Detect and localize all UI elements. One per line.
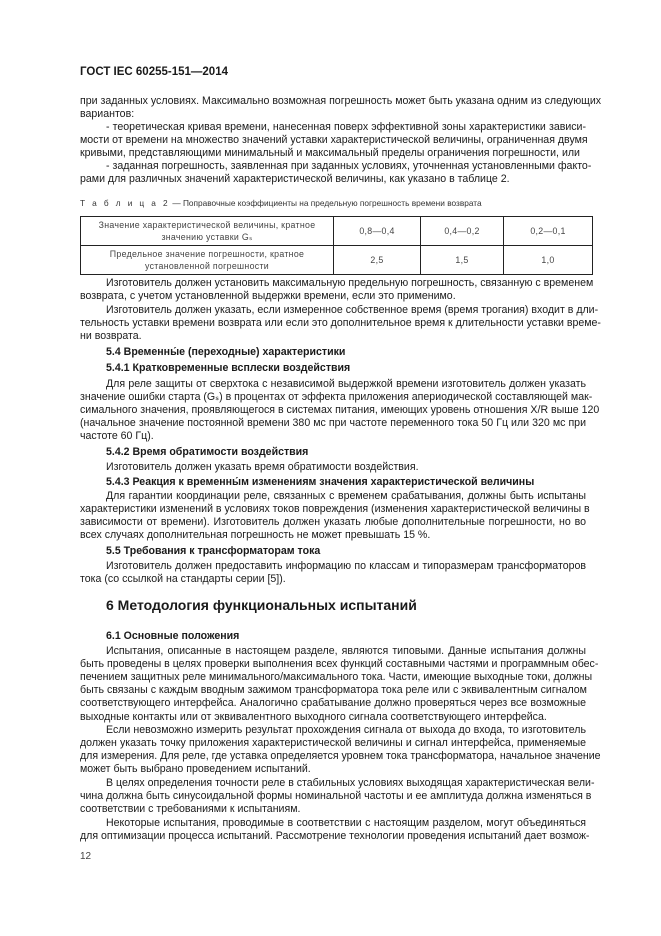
table-cell: 0,8—0,4 (334, 217, 421, 246)
paragraph-line: Изготовитель должен указать время обратимости воздействия. (106, 461, 419, 473)
subsection-heading: 5.4 Временны́е (переходные) характеристики (106, 346, 346, 358)
table-row (81, 217, 593, 246)
paragraph-line: быть связаны с каждым вводным зажимом трансформатора тока реле или с эквивалентным сигналом (80, 684, 587, 697)
table-cell: Предельное значение погрешности, кратное установленной погрешности (81, 246, 334, 275)
paragraph-line: тока (со ссылкой на стандарты серии [5]). (80, 573, 286, 586)
section-heading: 6 Методология функциональных испытаний (106, 597, 417, 613)
paragraph-line: рами для различных значений характеристической величины, как указано в таблице 2. (80, 173, 510, 186)
paragraph-line: выходные контакты или от эквивалентного выходного сигнала соответствующего интерфейса. (80, 710, 547, 723)
subsection-heading: 5.5 Требования к трансформаторам тока (106, 545, 321, 557)
paragraph-line: должен указать точку приложения характеристической величины и сигнал интерфейса, применяемые (80, 737, 586, 750)
paragraph-line: ни возврата. (80, 330, 142, 343)
paragraph-line: зависимости от времени). Изготовитель должен указать любые дополнительные погрешности, но во (80, 516, 586, 529)
table-cell: 0,2—0,1 (504, 217, 593, 246)
subsection-heading: 6.1 Основные положения (106, 630, 240, 642)
paragraph-line: может быть выбрано проведением испытаний. (80, 763, 311, 776)
paragraph-line: печением защитных реле минимального/максимального тока. Части, имеющие выходные токи, должны (80, 671, 593, 684)
document-header: ГОСТ IEC 60255-151—2014 (80, 66, 228, 78)
paragraph-line: Для гарантии координации реле, связанных с временем срабатывания, должны быть испытаны (106, 490, 586, 502)
paragraph-line: В целях определения точности реле в стабильных условиях выходящая характеристическая вели- (106, 777, 595, 789)
paragraph-line: соответствующего интерфейса. Аналогично срабатывание должно проверяться через все возможные (80, 697, 586, 710)
paragraph-line: быть проведены в целях проверки выполнения всех функций составными частями и программным обес- (80, 658, 599, 671)
paragraph-line: значение ошибки старта (Gₛ) в процентах от эффекта приложения апериодической составляющей мак- (80, 391, 593, 404)
table-cell: 2,5 (334, 246, 421, 275)
paragraph-line: чина должна быть синусоидальной формы номинальной частоты и ее амплитуда должна изменяться в (80, 790, 592, 803)
paragraph-line: симального значения, проявляющегося в системах питания, имеющих уровень отношения X/R выше 120 (80, 404, 600, 417)
table-cell: 0,4—0,2 (421, 217, 504, 246)
paragraph-line: Некоторые испытания, проводимые в соответствии с настоящим разделом, могут объединяться (106, 817, 586, 829)
paragraph-line: возврата, с учетом установленной выдержки времени, если это применимо. (80, 290, 456, 303)
table-caption-label: Т а б л и ц а 2 (80, 198, 171, 208)
subsection-heading: 5.4.3 Реакция к временны́м изменениям значения характеристической величины (106, 476, 535, 488)
paragraph-line: Если невозможно измерить результат прохождения сигнала от выхода до входа, то изготовитель (106, 724, 586, 736)
table-caption (80, 198, 482, 208)
table-row (81, 246, 593, 275)
paragraph-line: кривыми, представляющими минимальный и максимальный пределы ограничения погрешности, или (80, 147, 580, 160)
page-number: 12 (80, 851, 92, 862)
paragraph-line: Испытания, описанные в настоящем разделе, являются типовыми. Данные испытания должны (106, 645, 586, 657)
paragraph-line: Изготовитель должен установить максимальную предельную погрешность, связанную с временем (106, 277, 594, 289)
table-cell: Значение характеристической величины, кратное значению уставки Gₛ (81, 217, 334, 246)
paragraph-line: мости от времени на множество значений уставки характеристической величины, ограниченная двумя (80, 134, 588, 147)
paragraph-line: вариантов: (80, 108, 135, 121)
paragraph-line: Изготовитель должен предоставить информацию по классам и типоразмерам трансформаторов (106, 560, 586, 572)
paragraph-line: соответствии с требованиями к испытаниям. (80, 803, 301, 816)
paragraph-line: для оптимизации процесса испытаний. Рассмотрение технологии проведения испытаний дает возмож- (80, 830, 590, 843)
table-cell: 1,0 (504, 246, 593, 275)
paragraph-line: (начальное значение постоянной времени 380 мс при частоте переменного тока 50 Гц или 320 мс при (80, 417, 586, 430)
paragraph-line: - заданная погрешность, заявленная при заданных условиях, уточненная установленными факто- (106, 160, 592, 172)
paragraph-line: частоте 60 Гц). (80, 430, 154, 443)
correction-factors-table (80, 216, 593, 275)
subsection-heading: 5.4.2 Время обратимости воздействия (106, 446, 309, 458)
paragraph-line: всех случаях дополнительная погрешность не может превышать 15 %. (80, 529, 431, 542)
paragraph-line: характеристики изменений в условиях токов повреждения (изменения характеристической величины в (80, 503, 590, 516)
paragraph-line: при заданных условиях. Максимально возможная погрешность может быть указана одним из следующих (80, 95, 602, 107)
paragraph-line: тельность уставки времени возврата или если это дополнительное время к длительности уставки време- (80, 317, 601, 330)
paragraph-line: Для реле защиты от сверхтока с независимой выдержкой времени изготовитель должен указать (106, 378, 586, 390)
subsection-heading: 5.4.1 Кратковременные всплески воздействия (106, 362, 351, 374)
paragraph-line: Изготовитель должен указать, если измеренное собственное время (время трогания) входит в дли- (106, 304, 599, 316)
table-cell: 1,5 (421, 246, 504, 275)
table-caption-text: — Поправочные коэффициенты на предельную погрешность времени возврата (170, 198, 482, 208)
paragraph-line: - теоретическая кривая времени, нанесенная поверх эффективной зоны характеристики зависи- (106, 121, 586, 133)
paragraph-line: для измерения. Для реле, где уставка определяется уровнем тока трансформатора, начальное значение (80, 750, 601, 763)
